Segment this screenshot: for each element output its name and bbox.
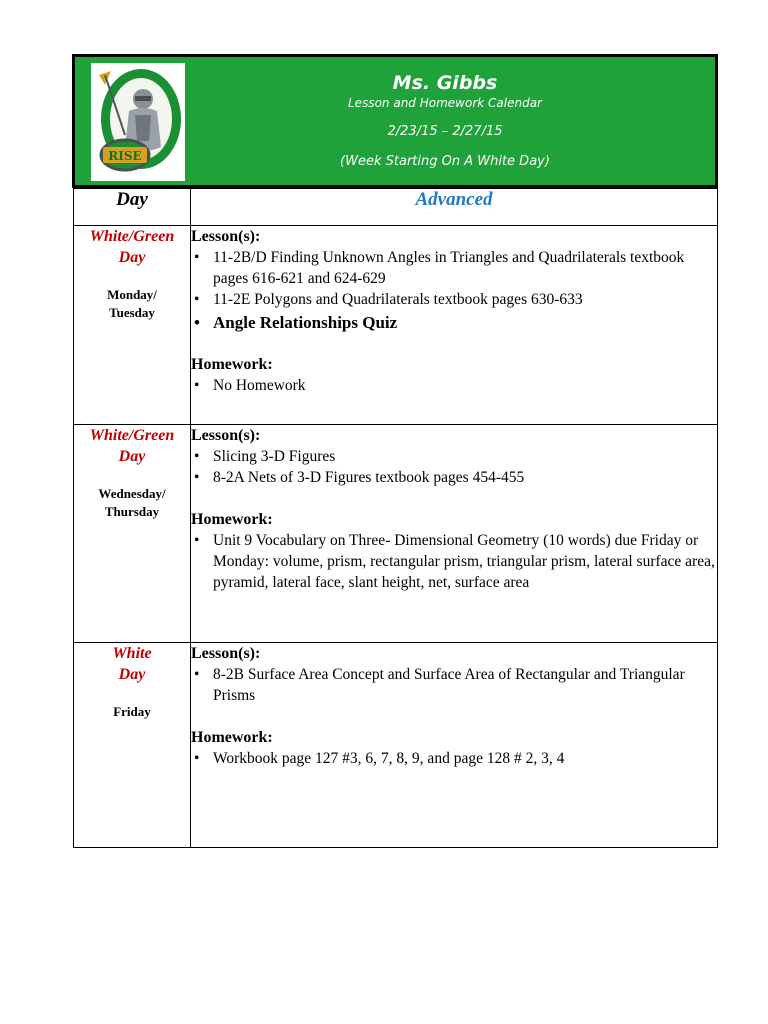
day-cell — [74, 425, 191, 643]
day-column-header: Day — [74, 189, 191, 226]
list-item: • 11-2B/D Finding Unknown Angles in Triangles and Quadrilaterals textbook pages 616-621 and 624-629 — [213, 247, 717, 289]
homework-heading: Homework: — [191, 356, 273, 373]
svg-text:RISE: RISE — [108, 149, 142, 163]
list-item: • Angle Relationships Quiz — [213, 312, 717, 333]
day-color-label: White/Green Day — [89, 228, 175, 266]
lesson-list — [191, 446, 717, 488]
knight-logo-icon — [91, 63, 185, 181]
content-cell — [191, 226, 718, 425]
lesson-heading: Lesson(s): — [191, 427, 261, 444]
homework-list — [191, 375, 717, 396]
lesson-heading: Lesson(s): — [191, 645, 261, 662]
homework-heading: Homework: — [191, 511, 273, 528]
day-cell — [74, 226, 191, 425]
list-item: • Workbook page 127 #3, 6, 7, 8, 9, and page 128 # 2, 3, 4 — [213, 748, 717, 769]
content-cell — [191, 643, 718, 848]
day-color-label: White Day — [112, 645, 152, 683]
lesson-list — [191, 664, 717, 706]
homework-list — [191, 748, 717, 769]
list-item: • No Homework — [213, 375, 717, 396]
list-item: • 8-2A Nets of 3-D Figures textbook pages 454-455 — [213, 467, 717, 488]
lesson-list — [191, 247, 717, 333]
homework-list — [191, 530, 717, 593]
day-cell — [74, 643, 191, 848]
header-banner — [72, 54, 718, 188]
date-range: 2/23/15 – 2/27/15 — [387, 124, 503, 139]
teacher-name: Ms. Gibbs — [392, 72, 498, 94]
week-note: (Week Starting On A White Day) — [340, 154, 550, 169]
list-item: • Slicing 3-D Figures — [213, 446, 717, 467]
weekday-label: Friday — [113, 704, 151, 719]
list-item: • 11-2E Polygons and Quadrilaterals textbook pages 630-633 — [213, 289, 717, 310]
schedule-table — [73, 188, 718, 848]
lesson-heading: Lesson(s): — [191, 228, 261, 245]
day-color-label: White/Green Day — [89, 427, 175, 465]
school-logo — [91, 63, 185, 181]
calendar-subtitle: Lesson and Homework Calendar — [348, 96, 542, 110]
table-header-row — [74, 189, 718, 226]
table-row — [74, 226, 718, 425]
advanced-column-header: Advanced — [191, 189, 718, 226]
list-item: • 8-2B Surface Area Concept and Surface Area of Rectangular and Triangular Prisms — [213, 664, 717, 706]
weekday-label: Wednesday/ Thursday — [98, 486, 166, 519]
table-row — [74, 425, 718, 643]
list-item: • Unit 9 Vocabulary on Three- Dimensional Geometry (10 words) due Friday or Monday: volume, prism, rectangular prism, triangular prism, lateral surface area, pyramid, lateral face, slant height, net, surface area — [213, 530, 717, 593]
homework-heading: Homework: — [191, 729, 273, 746]
weekday-label: Monday/ Tuesday — [107, 287, 157, 320]
table-row — [74, 643, 718, 848]
content-cell — [191, 425, 718, 643]
